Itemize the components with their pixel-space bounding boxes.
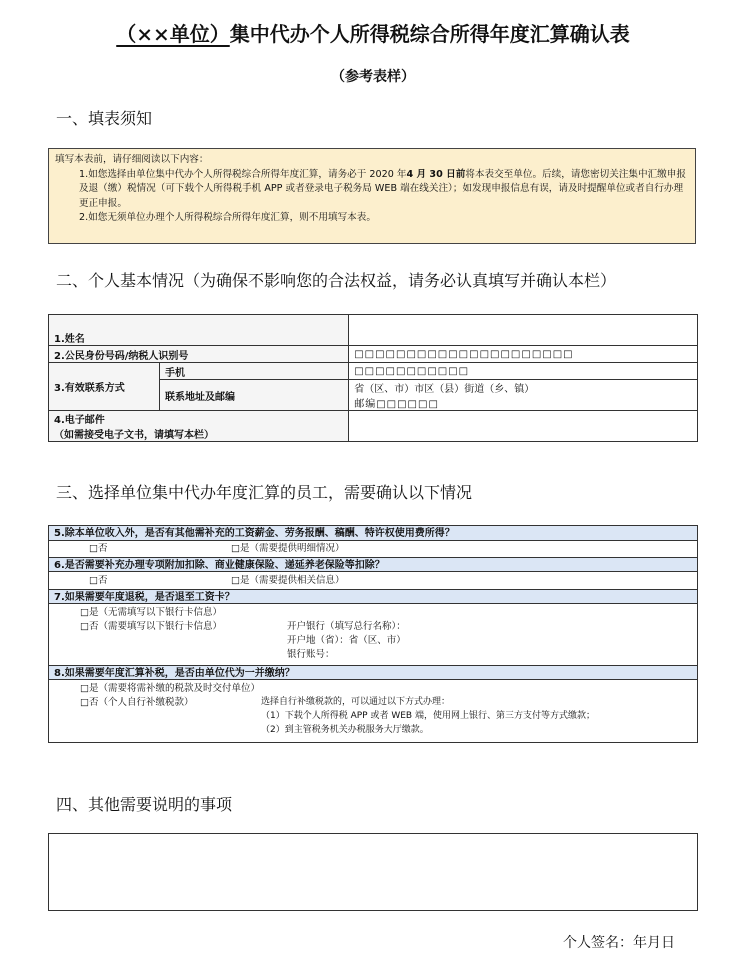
- instructions-intro: 填写本表前，请仔细阅读以下内容：: [55, 154, 209, 165]
- phone-field[interactable]: □□□□□□□□□□□: [349, 363, 698, 380]
- email-label-line2: （如需接受电子文书，请填写本栏）: [54, 430, 214, 441]
- q5-yes-checkbox[interactable]: □是（需要提供明细情况）: [231, 543, 345, 554]
- instructions-box: [48, 148, 696, 244]
- address-line: 省（区、市）市区（县）街道（乡、镇）: [354, 384, 535, 395]
- email-label-line1: 4.电子邮件: [54, 415, 105, 426]
- question6: 6.是否需要补充办理专项附加扣除、商业健康保险、递延养老保险等扣除？: [49, 557, 697, 572]
- section2-heading: 二、个人基本情况（为确保不影响您的合法权益，请务必认真填写并确认本栏）: [56, 271, 617, 290]
- section3-heading: 三、选择单位集中代办年度汇算的员工，需要确认以下情况: [56, 483, 473, 502]
- question8: 8.如果需要年度汇算补税，是否由单位代为一并缴纳？: [49, 665, 697, 680]
- q8-way2: （2）到主管税务机关办税服务大厅缴款。: [261, 725, 429, 735]
- form-title: [0, 18, 746, 47]
- email-label: [49, 411, 349, 442]
- postcode-line: 邮编□□□□□□: [354, 399, 439, 410]
- q8-yes-checkbox[interactable]: □是（需要将需补缴的税款及时交付单位）: [80, 683, 260, 694]
- q7-bank-place: 开户地（省）：省（区、市）: [287, 635, 406, 646]
- name-field[interactable]: [349, 315, 698, 346]
- q7-yes-checkbox[interactable]: □是（无需填写以下银行卡信息）: [80, 607, 222, 618]
- item1-text-b: 将本表交至单位。后续，请您密切关注集中汇缴申报及退（缴）税情况（可下载个人所得税手机 APP 或者登录电子税务局 WEB 端在线关注）；如发现申报信息有误，请及时提醒单位或者自行办理更正申报。: [79, 168, 686, 209]
- section4-heading: 四、其他需要说明的事项: [56, 795, 233, 814]
- q7-bank-account: 银行账号：: [287, 649, 335, 660]
- q7-no-checkbox[interactable]: □否（需要填写以下银行卡信息）: [80, 621, 222, 632]
- signature-line: 个人签名：年月日: [563, 935, 675, 951]
- basic-info-table: [48, 314, 698, 442]
- item1-text-a: 1.如您选择由单位集中代办个人所得税综合所得年度汇算，请务必于 2020 年: [79, 168, 407, 180]
- address-label: 联系地址及邮编: [160, 380, 349, 411]
- unit-placeholder: （××单位）: [116, 22, 230, 46]
- section1-heading: 一、填表须知: [56, 109, 153, 128]
- deadline-text: 4 月 30 日前: [406, 168, 466, 180]
- q7-bank-name: 开户银行（填写总行名称）：: [287, 621, 406, 632]
- q8-way1: （1）下载个人所得税 APP 或者 WEB 端，使用网上银行、第三方支付等方式缴款；: [261, 711, 595, 721]
- q5-no-checkbox[interactable]: □否: [89, 543, 108, 554]
- confirmation-questions: [48, 525, 698, 743]
- q6-no-checkbox[interactable]: □否: [89, 575, 108, 586]
- id-number-field[interactable]: □□□□□□□□□□□□□□□□□□□□□: [349, 346, 698, 363]
- title-main: 集中代办个人所得税综合所得年度汇算确认表: [229, 22, 630, 46]
- other-matters-textarea[interactable]: [48, 833, 698, 911]
- form-subtitle: （参考表样）: [331, 69, 415, 85]
- instructions-item2: 2.如您无须单位办理个人所得税综合所得年度汇算，则不用填写本表。: [79, 212, 376, 224]
- question5: 5.除本单位收入外，是否有其他需补充的工资薪金、劳务报酬、稿酬、特许权使用费所得？: [49, 526, 697, 541]
- id-label: 2.公民身份号码/纳税人识别号: [49, 346, 349, 363]
- q8-no-checkbox[interactable]: □否（个人自行补缴税款）: [80, 697, 194, 708]
- email-field[interactable]: [349, 411, 698, 442]
- q6-yes-checkbox[interactable]: □是（需要提供相关信息）: [231, 575, 345, 586]
- name-label: 1.姓名: [49, 315, 349, 346]
- address-field[interactable]: [349, 380, 698, 411]
- phone-label: 手机: [160, 363, 349, 380]
- contact-label: 3.有效联系方式: [49, 363, 160, 411]
- instructions-item1: [55, 168, 689, 212]
- q8-note: 选择自行补缴税款的，可以通过以下方式办理：: [261, 697, 451, 707]
- question7: 7.如果需要年度退税，是否退至工资卡？: [49, 589, 697, 604]
